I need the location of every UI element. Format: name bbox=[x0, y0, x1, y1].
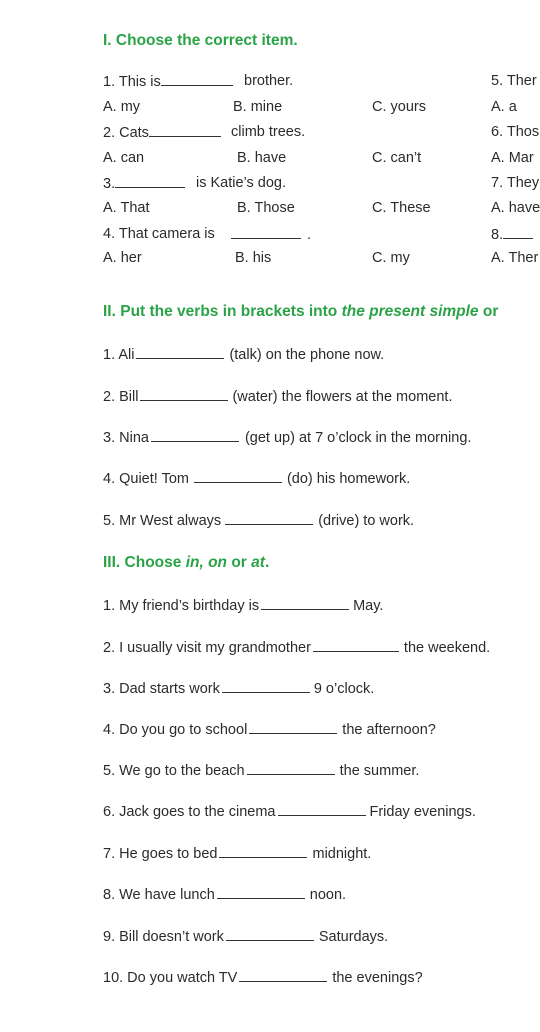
s1-q3-text: 3. bbox=[103, 176, 116, 192]
s3-item-3-post: 9 o’clock. bbox=[313, 681, 375, 697]
s2-item-1-post: (talk) on the phone now. bbox=[229, 347, 385, 363]
s3-item-4-post: the afternoon? bbox=[342, 722, 436, 738]
s3-item-6 bbox=[103, 803, 476, 820]
s3-item-1-post: May. bbox=[353, 598, 384, 614]
s3-item-7-blank[interactable] bbox=[219, 845, 307, 858]
s2-item-2-pre: 2. Bill bbox=[103, 389, 139, 405]
s1-q4-option-c[interactable]: C. my bbox=[372, 250, 410, 266]
s2-item-2-blank[interactable] bbox=[140, 388, 228, 401]
s1-q4-blank-wrap bbox=[231, 226, 311, 243]
s2-item-5 bbox=[103, 512, 414, 529]
s3-item-6-pre: 6. Jack goes to the cinema bbox=[103, 804, 276, 820]
s3-item-7 bbox=[103, 845, 371, 862]
s1-q8-text: 8. bbox=[491, 227, 504, 243]
s3-item-1-pre: 1. My friend’s birthday is bbox=[103, 598, 260, 614]
s3-item-6-blank[interactable] bbox=[278, 803, 366, 816]
s1-q6-partial: 6. Thos bbox=[491, 124, 540, 140]
s1-q3-tail: is Katie’s dog. bbox=[196, 175, 287, 191]
s2-item-2-post: (water) the flowers at the moment. bbox=[232, 389, 453, 405]
s3-item-7-pre: 7. He goes to bed bbox=[103, 846, 218, 862]
s1-q7-partial: 7. They bbox=[491, 175, 540, 191]
s3-item-6-post: Friday evenings. bbox=[369, 804, 476, 820]
section-2-heading bbox=[103, 303, 498, 321]
s3-item-8-blank[interactable] bbox=[217, 886, 305, 899]
s2-item-4-pre: 4. Quiet! Tom bbox=[103, 471, 189, 487]
s1-q1-blank[interactable] bbox=[161, 73, 233, 86]
section-1-heading: I. Choose the correct item. bbox=[103, 32, 298, 49]
s1-q4 bbox=[103, 226, 215, 242]
s1-q4-option-b[interactable]: B. his bbox=[235, 250, 272, 266]
s1-q7-option-a-partial[interactable]: A. have bbox=[491, 200, 540, 216]
s1-q1-text: 1. This is bbox=[103, 74, 161, 90]
s3-item-2-pre: 2. I usually visit my grandmother bbox=[103, 640, 311, 656]
section-2-heading-post: or bbox=[478, 303, 499, 320]
s3-item-10 bbox=[103, 969, 423, 986]
s1-q2-blank[interactable] bbox=[149, 124, 221, 137]
s2-item-5-post: (drive) to work. bbox=[318, 513, 415, 529]
s1-q3-option-a[interactable]: A. That bbox=[103, 200, 150, 216]
s3-item-3-pre: 3. Dad starts work bbox=[103, 681, 220, 697]
s3-item-9-blank[interactable] bbox=[226, 928, 314, 941]
s3-item-5-post: the summer. bbox=[339, 763, 420, 779]
s1-q4-text: 4. That camera is bbox=[103, 226, 215, 242]
section-2-heading-pre: II. Put the verbs in brackets into bbox=[103, 303, 342, 320]
s1-q2-tail: climb trees. bbox=[231, 124, 306, 140]
s1-q3-option-c[interactable]: C. These bbox=[372, 200, 431, 216]
s1-q8-option-a-partial[interactable]: A. Ther bbox=[491, 250, 539, 266]
s2-item-1 bbox=[103, 346, 384, 363]
section-3-heading-em2: at bbox=[251, 554, 265, 571]
s3-item-3-blank[interactable] bbox=[222, 680, 310, 693]
section-3-heading-post: . bbox=[264, 554, 270, 571]
s1-q1-option-b[interactable]: B. mine bbox=[233, 99, 283, 115]
s3-item-9-pre: 9. Bill doesn’t work bbox=[103, 929, 224, 945]
s1-q8-blank[interactable] bbox=[503, 226, 533, 239]
s1-q3 bbox=[103, 175, 185, 192]
s2-item-5-pre: 5. Mr West always bbox=[103, 513, 222, 529]
s3-item-5 bbox=[103, 762, 419, 779]
s1-q4-blank[interactable] bbox=[231, 226, 301, 239]
s1-q1 bbox=[103, 73, 233, 90]
s2-item-1-blank[interactable] bbox=[136, 346, 224, 359]
s2-item-4-post: (do) his homework. bbox=[286, 471, 411, 487]
s3-item-10-pre: 10. Do you watch TV bbox=[103, 970, 238, 986]
s1-q4-option-a[interactable]: A. her bbox=[103, 250, 142, 266]
s3-item-9 bbox=[103, 928, 388, 945]
s3-item-4-pre: 4. Do you go to school bbox=[103, 722, 248, 738]
s1-q1-option-c[interactable]: C. yours bbox=[372, 99, 426, 115]
s3-item-10-blank[interactable] bbox=[239, 969, 327, 982]
s1-q3-option-b[interactable]: B. Those bbox=[237, 200, 295, 216]
s2-item-3-blank[interactable] bbox=[151, 429, 239, 442]
s3-item-5-pre: 5. We go to the beach bbox=[103, 763, 245, 779]
s1-q4-tail: . bbox=[307, 227, 312, 243]
s1-q3-blank[interactable] bbox=[115, 175, 185, 188]
s3-item-8 bbox=[103, 886, 346, 903]
s3-item-4 bbox=[103, 721, 436, 738]
s2-item-1-pre: 1. Ali bbox=[103, 347, 135, 363]
s3-item-2-blank[interactable] bbox=[313, 639, 399, 652]
s1-q1-option-a[interactable]: A. my bbox=[103, 99, 141, 115]
s3-item-2 bbox=[103, 639, 490, 656]
s3-item-4-blank[interactable] bbox=[249, 721, 337, 734]
section-2-heading-em: the present simple bbox=[341, 303, 479, 320]
s1-q6-option-a-partial[interactable]: A. Mar bbox=[491, 150, 534, 166]
s2-item-4-blank[interactable] bbox=[194, 470, 282, 483]
section-3-heading-em: in, on bbox=[185, 554, 228, 571]
s1-q2-option-a[interactable]: A. can bbox=[103, 150, 145, 166]
s3-item-8-post: noon. bbox=[309, 887, 347, 903]
s3-item-3 bbox=[103, 680, 374, 697]
s1-q2-option-c[interactable]: C. can’t bbox=[372, 150, 422, 166]
s1-q2-text: 2. Cats bbox=[103, 125, 149, 141]
s3-item-10-post: the evenings? bbox=[332, 970, 423, 986]
section-3-heading-mid: or bbox=[227, 554, 252, 571]
s1-q1-tail: brother. bbox=[244, 73, 294, 89]
s2-item-5-blank[interactable] bbox=[225, 512, 313, 525]
s3-item-9-post: Saturdays. bbox=[318, 929, 389, 945]
s3-item-1-blank[interactable] bbox=[261, 597, 349, 610]
s1-q8-partial bbox=[491, 226, 533, 243]
s3-item-7-post: midnight. bbox=[312, 846, 372, 862]
s3-item-2-post: the weekend. bbox=[403, 640, 491, 656]
section-3-heading-pre: III. Choose bbox=[103, 554, 186, 571]
s3-item-8-pre: 8. We have lunch bbox=[103, 887, 215, 903]
s2-item-2 bbox=[103, 388, 452, 405]
s1-q5-partial: 5. Ther bbox=[491, 73, 537, 89]
s3-item-1 bbox=[103, 597, 383, 614]
s1-q2-option-b[interactable]: B. have bbox=[237, 150, 287, 166]
s1-q5-option-a-partial[interactable]: A. a bbox=[491, 99, 517, 115]
s2-item-3-post: (get up) at 7 o’clock in the morning. bbox=[244, 430, 472, 446]
section-3-heading bbox=[103, 554, 269, 572]
s2-item-3-pre: 3. Nina bbox=[103, 430, 149, 446]
s2-item-3 bbox=[103, 429, 471, 446]
s2-item-4 bbox=[103, 470, 410, 487]
s1-q2 bbox=[103, 124, 221, 141]
s3-item-5-blank[interactable] bbox=[247, 762, 335, 775]
